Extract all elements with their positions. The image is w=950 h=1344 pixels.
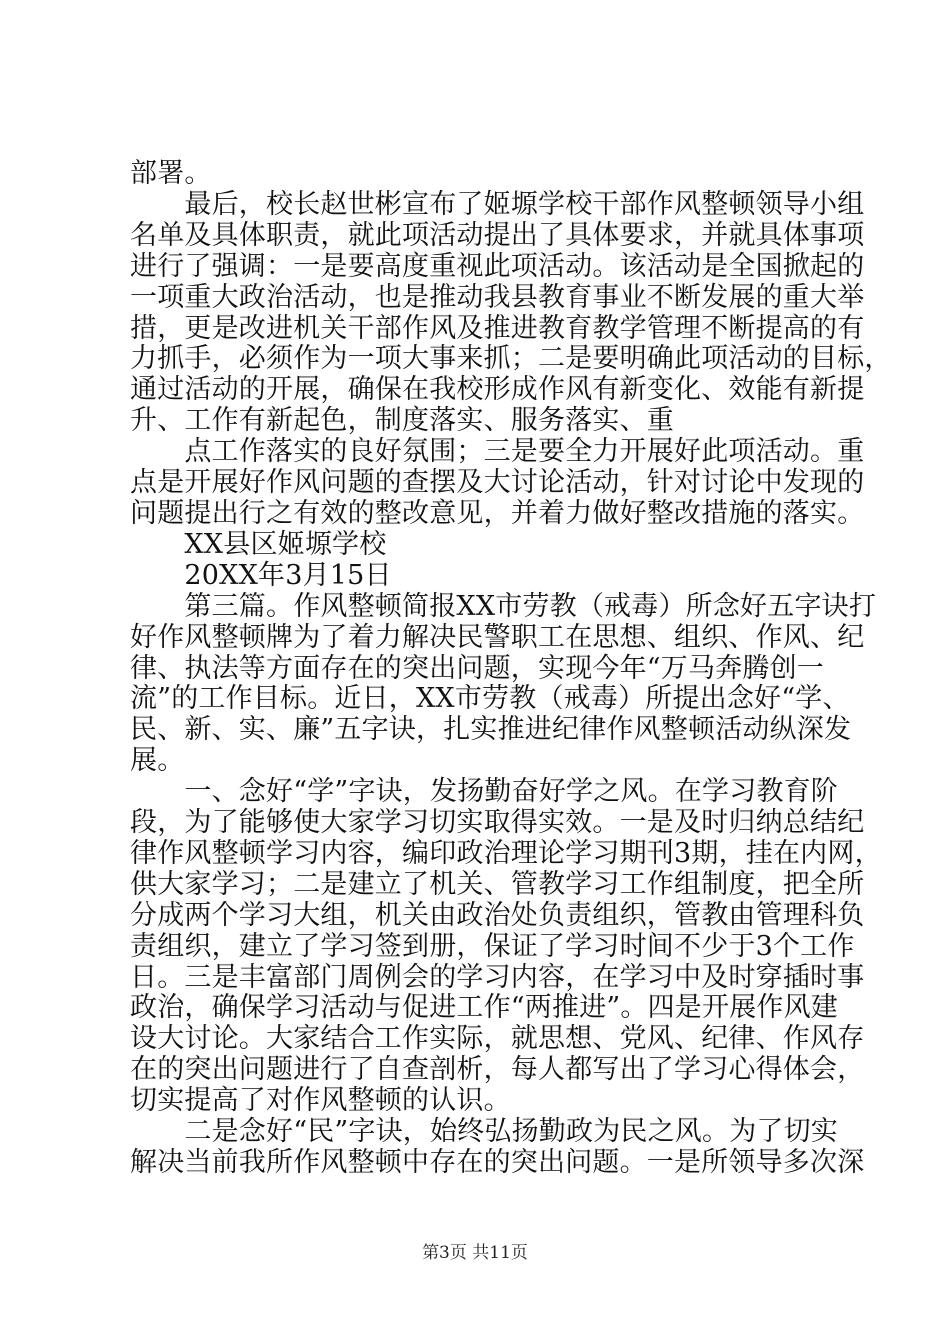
text-line: 责组织，建立了学习签到册，保证了学习时间不少于3个工作 bbox=[130, 931, 855, 962]
text-line: 一、念好“学”字诀，发扬勤奋好学之风。在学习教育阶 bbox=[130, 776, 839, 807]
text-line: 第三篇。作风整顿简报XX市劳教（戒毒）所念好五字诀打 bbox=[130, 591, 877, 622]
text-line: 部署。 bbox=[130, 158, 212, 189]
text-line: 解决当前我所作风整顿中存在的突出问题。一是所领导多次深 bbox=[130, 1147, 865, 1178]
text-line: 名单及具体职责，就此项活动提出了具体要求，并就具体事项 bbox=[130, 220, 865, 251]
text-line: 段，为了能够使大家学习切实取得实效。一是及时归纳总结纪 bbox=[130, 807, 865, 838]
text-line: 二是念好“民”字诀，始终弘扬勤政为民之风。为了切实 bbox=[130, 1116, 839, 1147]
text-line: 分成两个学习大组，机关由政治处负责组织，管教由管理科负 bbox=[130, 900, 865, 931]
text-line: XX县区姬塬学校 bbox=[130, 529, 387, 560]
text-line: 流”的工作目标。近日，XX市劳教（戒毒）所提出念好“学、 bbox=[130, 683, 850, 714]
text-line: 一项重大政治活动，也是推动我县教育事业不断发展的重大举 bbox=[130, 282, 865, 313]
text-line: 点工作落实的良好氛围；三是要全力开展好此项活动。重 bbox=[130, 436, 865, 467]
text-line: 措，更是改进机关干部作风及推进教育教学管理不断提高的有 bbox=[130, 313, 865, 344]
text-line: 在的突出问题进行了自查剖析，每人都写出了学习心得体会， bbox=[130, 1054, 865, 1085]
text-line: 民、新、实、廉”五字诀，扎实推进纪律作风整顿活动纵深发 bbox=[130, 714, 852, 745]
text-line: 最后，校长赵世彬宣布了姬塬学校干部作风整顿领导小组 bbox=[130, 189, 865, 220]
text-line: 好作风整顿牌为了着力解决民警职工在思想、组织、作风、纪 bbox=[130, 622, 865, 653]
text-line: 日。三是丰富部门周例会的学习内容，在学习中及时穿插时事 bbox=[130, 962, 865, 993]
text-line: 点是开展好作风问题的查摆及大讨论活动，针对讨论中发现的 bbox=[130, 467, 865, 498]
text-line: 律、执法等方面存在的突出问题，实现今年“万马奔腾创一 bbox=[130, 653, 825, 684]
text-line: 问题提出行之有效的整改意见，并着力做好整改措施的落实。 bbox=[130, 498, 865, 529]
text-line: 20XX年3月15日 bbox=[130, 560, 392, 591]
text-line: 力抓手，必须作为一项大事来抓；二是要明确此项活动的目标， bbox=[130, 343, 892, 374]
text-line: 通过活动的开展，确保在我校形成作风有新变化、效能有新提 bbox=[130, 374, 865, 405]
text-line: 供大家学习；二是建立了机关、管教学习工作组制度，把全所 bbox=[130, 869, 865, 900]
text-line: 政治，确保学习活动与促进工作“两推进”。四是开展作风建 bbox=[130, 992, 839, 1023]
text-line: 设大讨论。大家结合工作实际，就思想、党风、纪律、作风存 bbox=[130, 1023, 865, 1054]
text-line: 切实提高了对作风整顿的认识。 bbox=[130, 1085, 511, 1116]
text-line: 展。 bbox=[130, 745, 185, 776]
text-line: 升、工作有新起色，制度落实、服务落实、重 bbox=[130, 405, 674, 436]
text-line: 律作风整顿学习内容，编印政治理论学习期刊3期，挂在内网， bbox=[130, 838, 882, 869]
text-line: 进行了强调：一是要高度重视此项活动。该活动是全国掀起的 bbox=[130, 251, 865, 282]
page-footer: 第3页 共11页 bbox=[422, 1243, 528, 1263]
